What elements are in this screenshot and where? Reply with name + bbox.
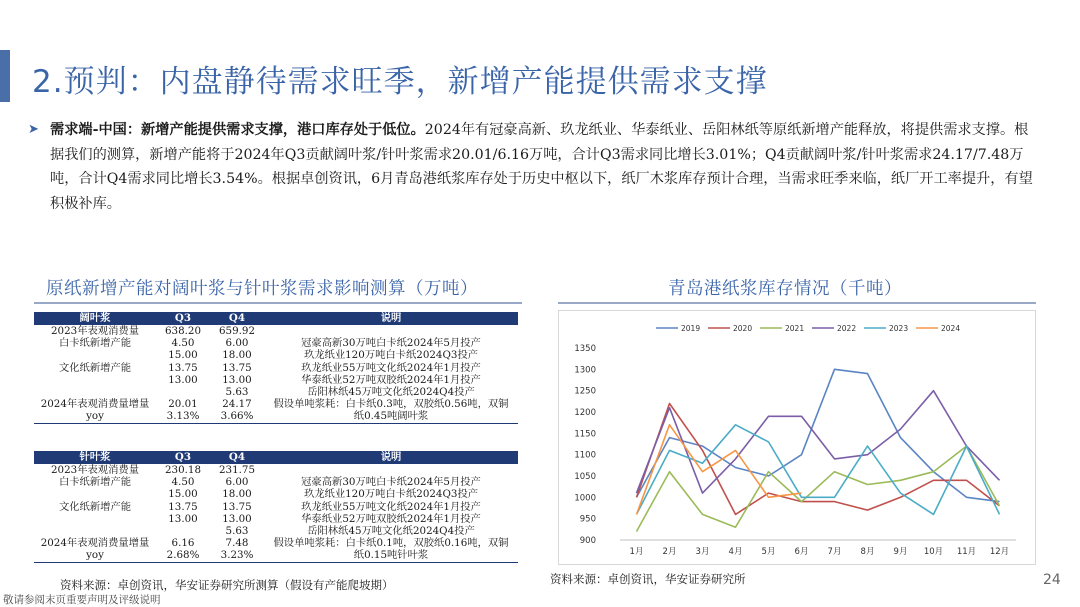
legend-label: 2024 [941, 324, 961, 333]
table-row [34, 513, 518, 525]
y-tick-label: 1100 [574, 450, 596, 461]
series-line [637, 425, 802, 515]
table-cell: 5.63 [225, 525, 249, 538]
x-tick-label: 10月 [923, 547, 944, 557]
table-row [34, 537, 518, 549]
x-tick-label: 8月 [860, 547, 875, 557]
table-cell: 玖龙纸业55万吨文化纸2024年1月投产 [301, 500, 481, 513]
table-cell: 638.20 [164, 325, 202, 337]
table-row [34, 488, 518, 500]
y-tick-label: 1250 [574, 386, 596, 397]
table-row [34, 410, 518, 423]
hardwood-pulp-table [34, 312, 518, 424]
table-cell: 13.00 [168, 512, 198, 525]
table-cell: 13.75 [168, 500, 198, 513]
table-cell: 18.00 [222, 349, 252, 362]
chart-title-rule [558, 302, 1036, 304]
legend-label: 2023 [889, 324, 909, 333]
table-row [34, 386, 518, 398]
x-tick-label: 11月 [956, 547, 977, 557]
y-tick-label: 900 [579, 536, 596, 546]
table-header-row [34, 312, 518, 325]
table-cell [156, 386, 210, 398]
y-tick-label: 1050 [574, 472, 596, 482]
table-cell: 玖龙纸业55万吨文化纸2024年1月投产 [301, 361, 481, 374]
table-header-cell: Q4 [210, 451, 264, 464]
table-cell: 18.00 [222, 488, 252, 501]
table-cell: 纸0.15吨针叶浆 [264, 549, 518, 562]
series-line [637, 369, 1000, 501]
table-cell: 659.92 [218, 325, 256, 337]
table-cell [264, 325, 518, 337]
y-tick-label: 1200 [574, 408, 596, 418]
table-cell: 3.66% [210, 410, 264, 423]
table-cell: 文化纸新增产能 [58, 361, 132, 374]
table-header-cell: 说明 [264, 451, 518, 464]
table-row [34, 398, 518, 410]
y-tick-label: 1350 [574, 344, 596, 354]
table-title: 原纸新增产能对阔叶浆与针叶浆需求影响测算（万吨） [46, 279, 478, 299]
x-tick-label: 6月 [794, 547, 809, 557]
table-cell: 24.17 [222, 398, 252, 411]
table-header-row [34, 451, 518, 464]
table-cell: 白卡纸新增产能 [58, 476, 132, 489]
y-tick-label: 1300 [574, 365, 596, 376]
table-header-cell: 针叶浆 [34, 451, 156, 464]
table-cell [34, 374, 156, 386]
y-tick-label: 950 [579, 514, 596, 525]
table-header-cell: Q3 [156, 451, 210, 464]
table-cell: 20.01 [168, 398, 198, 411]
x-tick-label: 2月 [662, 547, 677, 557]
table-cell: 13.00 [222, 512, 252, 525]
inventory-line-chart [558, 310, 1036, 565]
table-row [34, 549, 518, 562]
table-cell: 冠豪高新30万吨白卡纸2024年5月投产 [301, 476, 481, 489]
table-cell: 纸0.45吨阔叶浆 [264, 410, 518, 423]
table-cell: 13.75 [168, 361, 198, 374]
chart-source-note: 资料来源：卓创资讯，华安证券研究所 [550, 572, 746, 586]
table-cell: 6.00 [225, 337, 249, 350]
table-header-cell: 说明 [264, 312, 518, 325]
table-cell: 玖龙纸业120万吨白卡纸2024Q3投产 [303, 488, 479, 501]
table-cell: 玖龙纸业120万吨白卡纸2024Q3投产 [303, 349, 479, 362]
table-cell: 13.00 [168, 373, 198, 386]
table-cell: 13.75 [222, 500, 252, 513]
table-header-cell: Q3 [156, 312, 210, 325]
x-tick-label: 3月 [695, 547, 710, 557]
table-cell [34, 488, 156, 500]
y-tick-label: 1000 [574, 493, 596, 504]
x-tick-label: 4月 [728, 547, 743, 557]
table-cell: 华泰纸业52万吨双胶纸2024年1月投产 [301, 373, 481, 386]
table-cell: 文化纸新增产能 [58, 500, 132, 513]
legend-label: 2021 [785, 324, 805, 333]
table-cell [34, 386, 156, 398]
bullet-arrow-icon: ➤ [28, 122, 39, 137]
table-row [34, 501, 518, 513]
table-cell: 白卡纸新增产能 [58, 337, 132, 350]
table-cell: 5.63 [225, 386, 249, 399]
table-row [34, 325, 518, 337]
table-cell: 13.75 [222, 361, 252, 374]
table-cell [156, 525, 210, 537]
table-cell [34, 349, 156, 361]
table-cell: yoy [34, 549, 156, 562]
table-row [34, 362, 518, 374]
page-number: 24 [1043, 572, 1061, 588]
bullet-bold-lead: 需求端-中国：新增产能提供需求支撑，港口库存处于低位。 [50, 122, 425, 138]
table-source-note: 资料来源：卓创资讯，华安证券研究所测算（假设有产能爬坡期） [60, 578, 394, 592]
table-cell: 华泰纸业52万吨双胶纸2024年1月投产 [301, 512, 481, 525]
table-row [34, 349, 518, 361]
x-tick-label: 12月 [989, 547, 1010, 557]
chart-title: 青岛港纸浆库存情况（千吨） [668, 279, 902, 299]
table-cell: 6.16 [171, 537, 195, 550]
table-cell: 岳阳林纸45万吨文化纸2024Q4投产 [307, 525, 475, 538]
table-cell: 2023年表观消费量 [51, 464, 139, 476]
table-cell: 假设单吨浆耗：白卡纸0.3吨，双胶纸0.56吨，双铜 [273, 398, 509, 411]
table-cell: 冠豪高新30万吨白卡纸2024年5月投产 [301, 337, 481, 350]
x-tick-label: 7月 [827, 547, 842, 557]
table-cell: 6.00 [225, 476, 249, 489]
series-line [637, 391, 1000, 493]
table-header-cell: 阔叶浆 [34, 312, 156, 325]
bullet-paragraph [28, 118, 1035, 216]
legend-label: 2022 [837, 324, 857, 333]
table-cell [264, 464, 518, 476]
table-row [34, 525, 518, 537]
table-row [34, 374, 518, 386]
table-row [34, 464, 518, 476]
page-title: 2.预判：内盘静待需求旺季，新增产能提供需求支撑 [32, 64, 768, 100]
table-cell: 4.50 [171, 337, 195, 350]
table-cell: 231.75 [218, 464, 256, 476]
table-row [34, 337, 518, 349]
table-cell: 2023年表观消费量 [51, 325, 139, 337]
table-cell: 2024年表观消费量增量 [40, 398, 150, 411]
y-tick-label: 1150 [574, 429, 596, 440]
table-cell: 4.50 [171, 476, 195, 489]
x-tick-label: 5月 [761, 547, 776, 557]
table-cell: 15.00 [168, 349, 198, 362]
softwood-pulp-table [34, 451, 518, 563]
table-cell: 230.18 [164, 464, 202, 476]
x-tick-label: 9月 [893, 547, 908, 557]
table-cell: 假设单吨浆耗：白卡纸0.1吨，双胶纸0.16吨，双铜 [273, 537, 509, 550]
table-cell: 3.23% [210, 549, 264, 562]
table-title-rule [34, 302, 522, 304]
table-header-cell: Q4 [210, 312, 264, 325]
table-cell [34, 525, 156, 537]
table-cell: yoy [34, 410, 156, 423]
table-cell: 岳阳林纸45万吨文化纸2024Q4投产 [307, 386, 475, 399]
x-tick-label: 1月 [629, 547, 644, 557]
table-cell [34, 513, 156, 525]
table-cell: 15.00 [168, 488, 198, 501]
table-row [34, 476, 518, 488]
table-cell: 7.48 [225, 537, 249, 550]
disclaimer-footer: 敬请参阅末页重要声明及评级说明 [3, 594, 161, 606]
table-cell: 2024年表观消费量增量 [40, 537, 150, 550]
legend-label: 2019 [681, 324, 701, 333]
table-cell: 3.13% [156, 410, 210, 423]
bullet-text: 2024年有冠豪高新、玖龙纸业、华泰纸业、岳阳林纸等原纸新增产能释放，将提供需求支撑。根据我们的测算，新增产能将于2024年Q3贡献阔叶浆/针叶浆需求20.01/6.16万吨，合计Q3需求同比增长3.01%；Q4贡献阔叶浆/针叶浆需求24.17/7.48万吨，合计Q4需求同比增长3.54%。根据卓创资讯，6月青岛港纸浆库存处于历史中枢以下，纸厂木浆库存预计合理，当需求旺季来临，纸厂开工率提升，有望积极补库。 [50, 122, 1033, 212]
table-cell: 2.68% [156, 549, 210, 562]
title-accent-bar [0, 50, 10, 102]
legend-label: 2020 [733, 324, 753, 333]
table-cell: 13.00 [222, 373, 252, 386]
